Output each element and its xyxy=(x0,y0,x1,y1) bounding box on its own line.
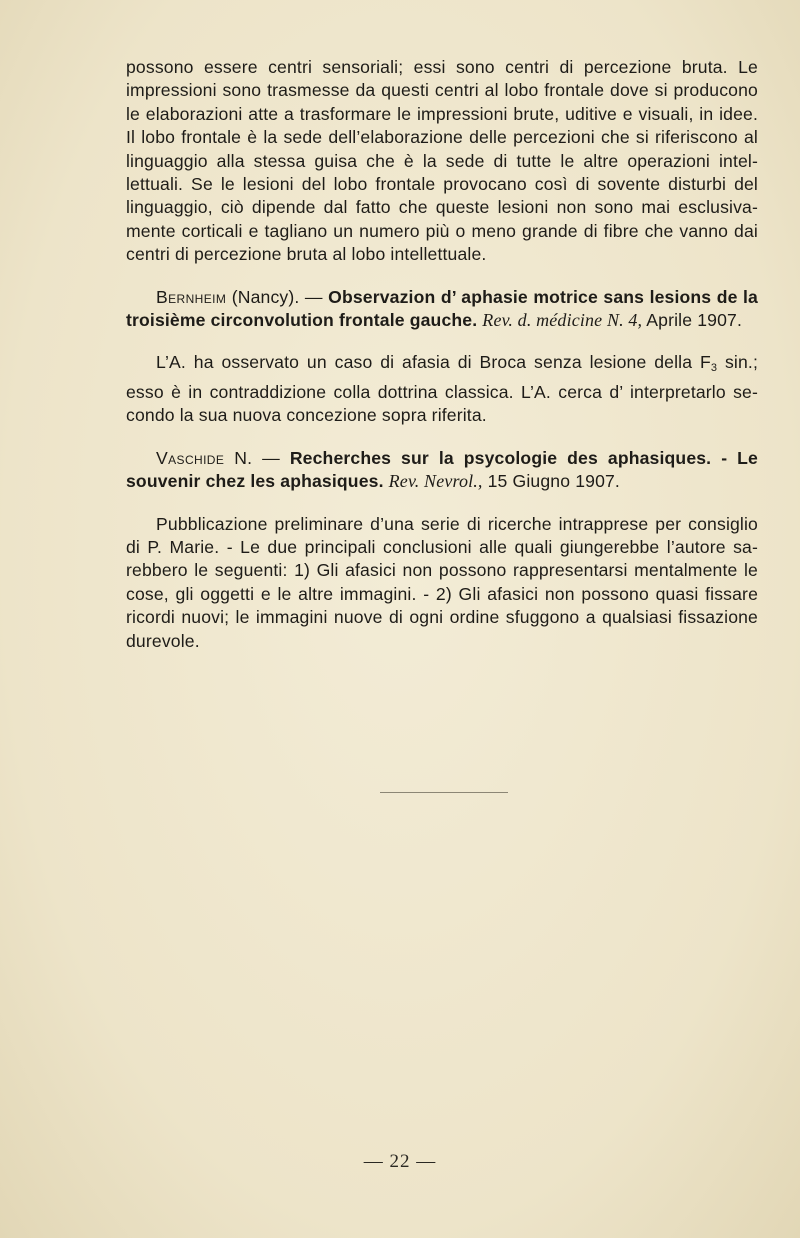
journal-reference: Rev. d. médicine N. 4, xyxy=(482,310,643,331)
summary-text: L’A. ha osservato un caso di afasia di Broca senza lesione della F xyxy=(156,352,711,373)
entry-summary-bernheim xyxy=(126,351,758,427)
summary-text-continued: sin.; esso è in contraddizione colla dottrina classica. L’A. cerca d’ interpretarlo se-condo la sua nuova concezione sopra riferita. xyxy=(126,352,758,426)
publication-date: Aprile 1907. xyxy=(642,310,742,331)
journal-reference: Rev. Nevrol., xyxy=(388,471,483,492)
author-name: Bernheim xyxy=(156,286,227,307)
page-number: — 22 — xyxy=(363,1151,437,1172)
author-initial: N. — xyxy=(224,447,290,468)
bibliography-entry-vaschide xyxy=(126,447,758,494)
entry-title: Observazion d’ aphasie motrice sans lesions de la troisième circonvolution frontale gauche. xyxy=(126,286,758,331)
entry-summary-vaschide: Pubblicazione preliminare d’una serie di ricerche intrapprese per consiglio di P. Marie. - Le due principali conclusioni alle quali giungerebbe l’autore sa-rebbero le seguenti: 1) Gli afasici non possono rappresentarsi mentalmente le cose, gli oggetti e le altre immagini. - 2) Gli afasici non possono quasi fissare ricordi nuovi; le immagini nuove di ogni ordine sfuggono a qualsiasi fissazione durevole. xyxy=(126,513,758,651)
entry-title: Recherches sur la psycologie des aphasiques. - Le souvenir chez les aphasiques. xyxy=(126,447,758,492)
body-text xyxy=(126,56,758,653)
paragraph-continuation: possono essere centri sensoriali; essi sono centri di percezione bruta. Le impressioni sono trasmesse da questi centri al lobo frontale dove si producono le elaborazioni atte a trasformare le impressioni brute, uditive e visuali, in idee. Il lobo frontale è la sede dell’elaborazione delle percezioni che si riferiscono al linguaggio alla stessa guisa che è la sede di tutte le altre operazioni intel-lettuali. Se le lesioni del lobo frontale provocano così di sovente disturbi del linguaggio, ciò dipende dal fatto che queste lesioni non sono mai esclusiva-mente corticali e tagliano un numero più o meno grande di fibre che vanno dai centri di percezione bruta al lobo intellettuale. xyxy=(126,57,758,265)
bibliography-entry-bernheim xyxy=(126,286,758,333)
author-name: Vaschide xyxy=(156,447,225,468)
publication-date: 15 Giugno 1907. xyxy=(482,471,620,492)
subscript: 3 xyxy=(710,362,718,375)
section-divider xyxy=(380,792,508,793)
author-place: (Nancy). — xyxy=(226,286,329,307)
